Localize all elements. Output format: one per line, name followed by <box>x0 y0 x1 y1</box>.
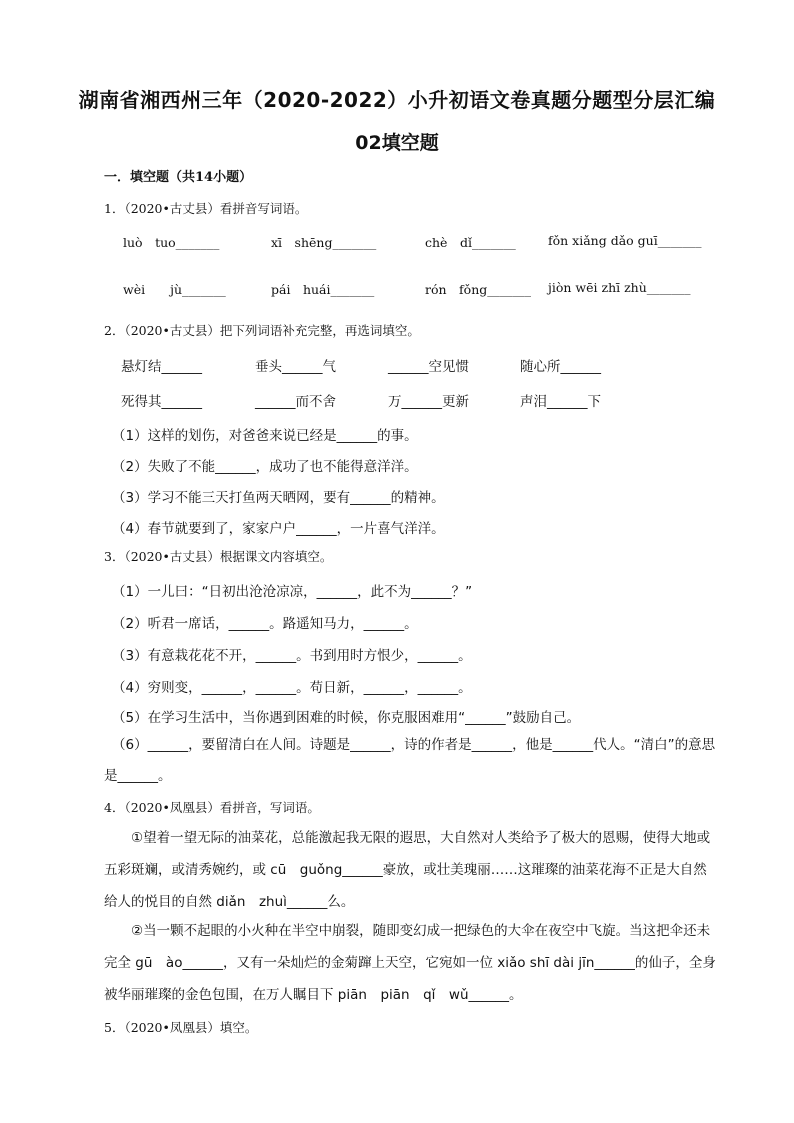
idiom-blank: ______而不舍 <box>255 394 336 410</box>
question-2-stem: 2．（2020•古丈县）把下列词语补充完整，再选词填空。 <box>104 323 420 338</box>
idiom-blank: 垂头______气 <box>255 359 336 375</box>
idiom-blank: 悬灯结______ <box>121 359 202 375</box>
question-4-stem: 4．（2020•凤凰县）看拼音，写词语。 <box>104 800 320 815</box>
pinyin-blank: pái huái_______ <box>271 282 375 297</box>
fill-item: （2）听君一席话，______。路遥知马力，______。 <box>112 616 418 632</box>
pinyin-blank: rón fǒng_______ <box>425 282 532 297</box>
section-heading: 一．填空题（共14小题） <box>104 170 253 185</box>
pinyin-blank: chè dǐ_______ <box>425 235 516 250</box>
fill-item: （1）这样的划伤，对爸爸来说已经是______的事。 <box>112 428 418 444</box>
idiom-blank: 死得其______ <box>121 394 202 410</box>
fill-item: （4）春节就要到了，家家户户______，一片喜气洋洋。 <box>112 521 445 537</box>
pinyin-blank: jiòn wēi zhī zhù_______ <box>548 280 691 295</box>
pinyin-blank: fǒn xiǎng dǎo guī_______ <box>548 233 702 248</box>
fill-item: （3）有意栽花花不开，______。书到用时方恨少，______。 <box>112 648 472 664</box>
fill-item: （1）一儿曰：“日初出沧沧凉凉，______，此不为______？” <box>112 584 473 600</box>
fill-item: （5）在学习生活中，当你遇到困难的时候，你克服困难用“______”鼓励自己。 <box>112 710 581 726</box>
fill-item: （6）______，要留清白在人间。诗题是______，诗的作者是______，他是______代人。“清白”的意思是______。 <box>104 737 716 784</box>
fill-item: （2）失败了不能______，成功了也不能得意洋洋。 <box>112 459 418 475</box>
document-title: 湖南省湘西州三年（2020-2022）小升初语文卷真题分题型分层汇编 <box>78 88 716 112</box>
idiom-blank: 万______更新 <box>388 394 469 410</box>
question-1-stem: 1．（2020•古丈县）看拼音写词语。 <box>104 201 308 216</box>
idiom-blank: ______空见惯 <box>388 359 469 375</box>
document-subtitle: 02填空题 <box>355 132 439 154</box>
fill-item: （3）学习不能三天打鱼两天晒网，要有______的精神。 <box>112 490 445 506</box>
passage-paragraph-1: ①望着一望无际的油菜花，总能激起我无限的遐思，大自然对人类给予了极大的恩赐，使得大地或五彩斑斓，或清秀婉约，或 cū guǒng______豪放，或壮美瑰丽……这璀璨的油菜花海不正是大自然给人的悦目的自然 diǎn zhuì______么。 <box>104 830 711 910</box>
pinyin-blank: luò tuo_______ <box>123 235 220 250</box>
idiom-blank: 声泪______下 <box>520 394 601 410</box>
passage-paragraph-2: ②当一颗不起眼的小火种在半空中崩裂，随即变幻成一把绿色的大伞在夜空中飞旋。当这把伞还未完全 gū ào______，又有一朵灿烂的金菊蹿上天空，它宛如一位 xiǎo shī dài jīn______的仙子，全身被华丽璀璨的金色包围，在万人瞩目下 piān piān qǐ wǔ______。 <box>104 923 716 1003</box>
question-5-stem: 5．（2020•凤凰县）填空。 <box>104 1020 258 1035</box>
pinyin-blank: xī shēng_______ <box>271 235 377 250</box>
pinyin-blank: wèi jù_______ <box>123 282 226 297</box>
idiom-blank: 随心所______ <box>520 359 601 375</box>
fill-item: （4）穷则变，______，______。苟日新，______，______。 <box>112 680 472 696</box>
question-3-stem: 3．（2020•古丈县）根据课文内容填空。 <box>104 549 333 564</box>
